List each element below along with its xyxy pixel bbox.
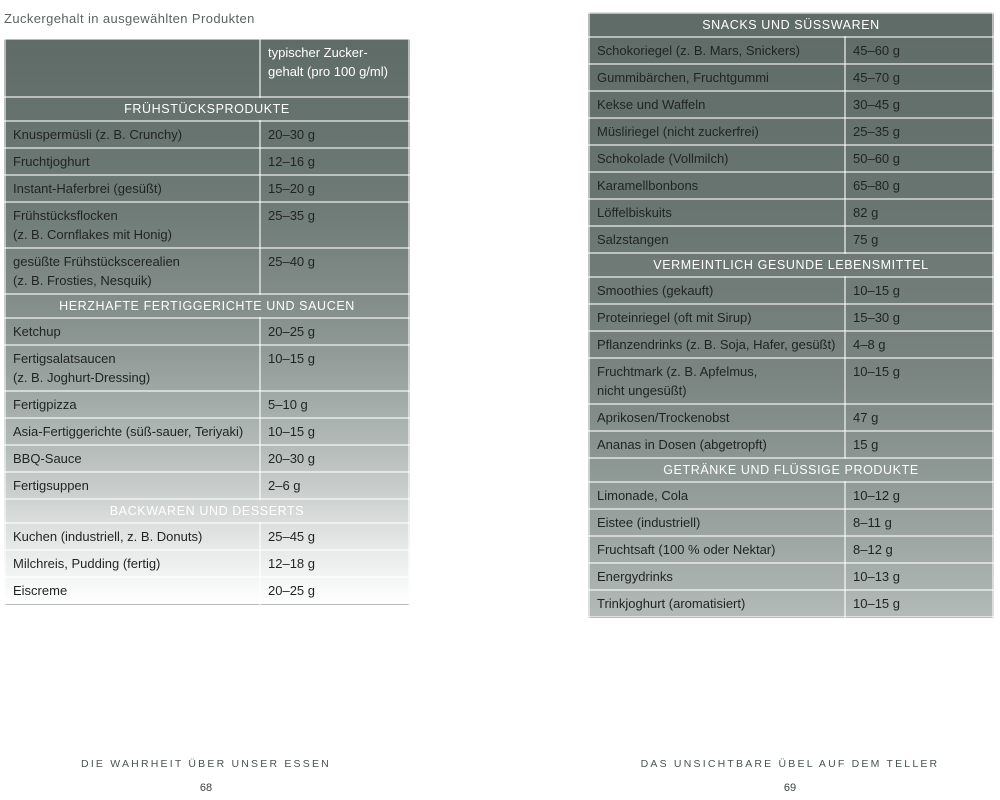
table-row [589,172,993,199]
product-name-line-2: (z. B. Frosties, Nesquik) [13,273,152,288]
section-heading-row [5,294,409,318]
sugar-value: 10–15 g [845,277,993,304]
sugar-value: 20–25 g [260,577,409,604]
table-row [5,577,409,604]
table-row [589,404,993,431]
product-cell [5,577,260,604]
product-name-line-2: (z. B. Cornflakes mit Honig) [13,227,172,242]
product-name: Proteinriegel (oft mit Sirup) [597,310,752,325]
sugar-value: 10–12 g [845,482,993,509]
product-cell [589,482,845,509]
table-row [589,536,993,563]
product-cell [5,523,260,550]
sugar-value: 15 g [845,431,993,458]
section-heading-row [589,253,993,277]
product-name: Fruchtsaft (100 % oder Nektar) [597,542,776,557]
product-name: Gummibärchen, Fruchtgummi [597,70,769,85]
table-row [589,145,993,172]
table-row [589,118,993,145]
table-row [589,331,993,358]
product-cell [589,226,845,253]
sugar-value: 10–15 g [260,345,409,391]
table-row [5,418,409,445]
product-cell [589,404,845,431]
table-row [589,64,993,91]
sugar-value: 10–15 g [845,358,993,404]
product-name: Asia-Fertiggerichte (süß-sauer, Teriyaki) [13,424,244,439]
product-name: BBQ-Sauce [13,451,82,466]
product-name: Kekse und Waffeln [597,97,706,112]
page-number: 69 [783,782,797,794]
product-cell [589,331,845,358]
sugar-value: 2–6 g [260,472,409,499]
sugar-value: 20–30 g [260,121,409,148]
table-row [5,523,409,550]
sugar-value: 20–25 g [260,318,409,345]
product-cell [5,418,260,445]
table-row [589,199,993,226]
product-name: Salzstangen [597,232,669,247]
table-row [589,482,993,509]
sugar-value: 15–30 g [845,304,993,331]
table-row [589,277,993,304]
product-name: Trinkjoghurt (aromatisiert) [597,596,746,611]
sugar-value: 5–10 g [260,391,409,418]
section-heading: GETRÄNKE UND FLÜSSIGE PRODUKTE [589,458,993,482]
table-row [589,509,993,536]
product-cell [5,202,260,248]
table-row [589,563,993,590]
product-name: Knuspermüsli (z. B. Crunchy) [13,127,183,142]
table-row [589,358,993,404]
sugar-value: 47 g [845,404,993,431]
product-name: Fruchtjoghurt [13,154,90,169]
table-row [5,121,409,148]
product-cell [589,199,845,226]
section-heading-row [5,97,409,121]
sugar-value: 4–8 g [845,331,993,358]
header-line-2: gehalt (pro 100 g/ml) [268,64,388,79]
sugar-value: 25–40 g [260,248,409,294]
table-row [5,472,409,499]
running-footer: DAS UNSICHTBARE ÜBEL AUF DEM TELLER [640,758,940,770]
header-blank-cell [5,39,260,97]
product-cell [5,391,260,418]
table-row [5,248,409,294]
sugar-value: 50–60 g [845,145,993,172]
product-name: Fertigsuppen [13,478,89,493]
table-row [589,304,993,331]
product-cell [589,304,845,331]
table-row [589,91,993,118]
page-number: 68 [199,782,213,794]
product-cell [589,509,845,536]
sugar-value: 10–15 g [845,590,993,617]
sugar-value: 15–20 g [260,175,409,202]
table-row [5,345,409,391]
right-page [500,0,1000,800]
product-name: Instant-Haferbrei (gesüßt) [13,181,162,196]
table-row [5,318,409,345]
table-row [5,175,409,202]
product-name: Aprikosen/Trockenobst [597,410,730,425]
product-cell [589,145,845,172]
table-row [589,226,993,253]
header-sugar-cell [260,39,409,97]
sugar-value: 8–11 g [845,509,993,536]
product-name: Fruchtmark (z. B. Apfelmus, [597,364,758,379]
product-name: Limonade, Cola [597,488,689,503]
product-cell [589,91,845,118]
product-name: Eistee (industriell) [597,515,701,530]
section-heading-row [589,13,993,37]
product-cell [5,472,260,499]
table-row [5,445,409,472]
product-name: Fertigpizza [13,397,77,412]
product-cell [5,445,260,472]
running-footer: DIE WAHRHEIT ÜBER UNSER ESSEN [81,758,331,770]
section-heading-row [589,458,993,482]
sugar-value: 82 g [845,199,993,226]
product-cell [589,277,845,304]
product-cell [589,563,845,590]
sugar-value: 75 g [845,226,993,253]
product-cell [589,37,845,64]
product-name: gesüßte Frühstückscerealien [13,254,180,269]
sugar-value: 65–80 g [845,172,993,199]
product-cell [5,345,260,391]
product-name: Karamellbonbons [597,178,699,193]
product-name: Eiscreme [13,583,68,598]
table-row [5,550,409,577]
product-name: Ananas in Dosen (abgetropft) [597,437,767,452]
sugar-value: 12–18 g [260,550,409,577]
table-header [5,39,409,97]
sugar-value: 12–16 g [260,148,409,175]
table-row [5,202,409,248]
product-name: Löffelbiskuits [597,205,672,220]
product-cell [589,536,845,563]
product-name: Müsliriegel (nicht zuckerfrei) [597,124,759,139]
product-cell [589,64,845,91]
product-cell [589,358,845,404]
product-cell [5,318,260,345]
sugar-value: 10–15 g [260,418,409,445]
product-cell [589,118,845,145]
sugar-table-right [588,12,994,618]
sugar-value: 25–35 g [260,202,409,248]
product-name: Milchreis, Pudding (fertig) [13,556,161,571]
product-name: Schokoriegel (z. B. Mars, Snickers) [597,43,801,58]
product-cell [5,248,260,294]
sugar-value: 8–12 g [845,536,993,563]
product-name: Smoothies (gekauft) [597,283,714,298]
section-heading: HERZHAFTE FERTIGGERICHTE UND SAUCEN [5,294,409,318]
product-cell [5,175,260,202]
sugar-value: 45–70 g [845,64,993,91]
sugar-value: 20–30 g [260,445,409,472]
product-name: Pflanzendrinks (z. B. Soja, Hafer, gesüßt) [597,337,836,352]
section-heading: BACKWAREN UND DESSERTS [5,499,409,523]
section-heading: VERMEINTLICH GESUNDE LEBENSMITTEL [589,253,993,277]
section-heading-row [5,499,409,523]
page-title: Zuckergehalt in ausgewählten Produkten [4,11,255,26]
sugar-value: 45–60 g [845,37,993,64]
product-cell [5,148,260,175]
product-name: Schokolade (Vollmilch) [597,151,729,166]
product-cell [589,590,845,617]
sugar-value: 25–45 g [260,523,409,550]
product-cell [589,431,845,458]
product-name: Frühstücksflocken [13,208,118,223]
table-row [589,431,993,458]
section-heading: SNACKS UND SÜSSWAREN [589,13,993,37]
section-heading: FRÜHSTÜCKSPRODUKTE [5,97,409,121]
product-name: Fertigsalatsaucen [13,351,116,366]
table-row [589,590,993,617]
header-line-1: typischer Zucker- [268,45,368,60]
product-cell [5,550,260,577]
product-name: Energydrinks [597,569,673,584]
product-name: Kuchen (industriell, z. B. Donuts) [13,529,203,544]
product-name: Ketchup [13,324,61,339]
product-cell [5,121,260,148]
sugar-value: 30–45 g [845,91,993,118]
sugar-value: 25–35 g [845,118,993,145]
table-row [5,148,409,175]
table-row [589,37,993,64]
product-name-line-2: (z. B. Joghurt-Dressing) [13,370,151,385]
product-name-line-2: nicht ungesüßt) [597,383,687,398]
product-cell [589,172,845,199]
sugar-table-left [4,38,410,605]
table-row [5,391,409,418]
sugar-value: 10–13 g [845,563,993,590]
